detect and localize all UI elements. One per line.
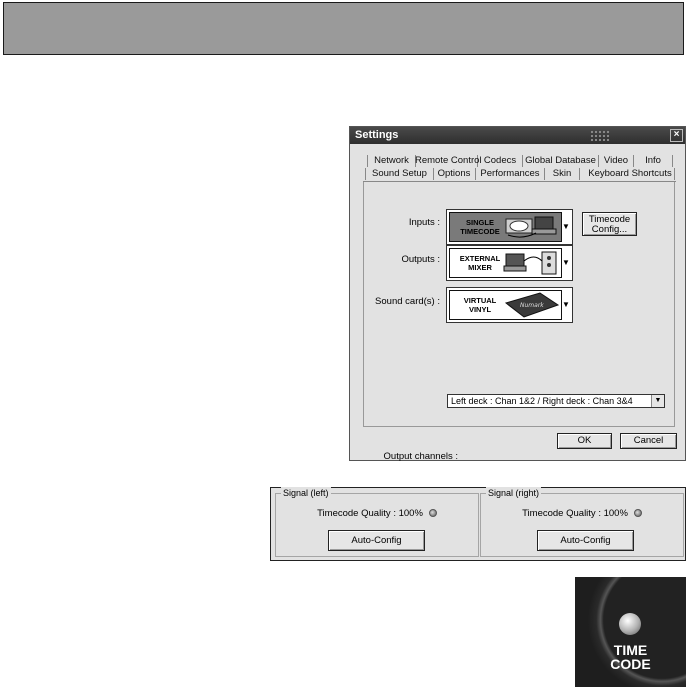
soundcard-label: Sound card(s) : <box>375 296 440 307</box>
signal-left-quality <box>276 508 478 519</box>
tab-video[interactable]: Video <box>599 155 634 167</box>
status-led-icon <box>429 509 437 517</box>
soundcard-combo[interactable] <box>446 287 573 323</box>
soundcard-image <box>449 290 562 320</box>
inputs-label: Inputs : <box>408 217 440 228</box>
timecode-quality-label: Timecode Quality : 100% <box>317 508 423 519</box>
badge-line1: TIME <box>613 642 648 658</box>
tab-remote-control[interactable]: Remote Control <box>415 155 482 166</box>
cancel-button[interactable]: Cancel <box>620 433 677 449</box>
outputs-combo[interactable] <box>446 245 573 281</box>
outputs-value: EXTERNAL MIXER <box>459 254 501 272</box>
signal-panel <box>270 487 686 561</box>
output-channels-value: Left deck : Chan 1&2 / Right deck : Chan 3&4 <box>451 396 633 406</box>
signal-right-title: Signal (right) <box>488 488 540 498</box>
inputs-combo[interactable] <box>446 209 573 245</box>
window-titlebar[interactable] <box>350 127 685 144</box>
signal-left-title: Signal (left) <box>283 488 329 498</box>
led-knob-icon <box>619 613 641 635</box>
chevron-down-icon[interactable]: ▼ <box>562 222 570 231</box>
titlebar-grip-icon <box>590 130 610 141</box>
signal-left-group <box>275 488 479 557</box>
outputs-label: Outputs : <box>401 254 440 265</box>
tab-codecs[interactable]: Codecs <box>478 155 523 167</box>
tab-performances[interactable]: Performances <box>476 168 545 180</box>
signal-right-quality <box>481 508 683 519</box>
soundcard-device-icon <box>502 291 562 319</box>
inputs-image <box>449 212 562 242</box>
timecode-config-button[interactable]: Timecode Config... <box>582 212 637 236</box>
header-banner <box>3 2 684 55</box>
auto-config-left-button[interactable]: Auto-Config <box>328 530 425 551</box>
chevron-down-icon[interactable]: ▼ <box>562 300 570 309</box>
soundcard-value: VIRTUAL VINYL <box>463 296 497 314</box>
mixer-laptop-icon <box>502 249 562 277</box>
tab-sound-setup[interactable]: Sound Setup <box>365 168 434 180</box>
tab-global-database[interactable]: Global Database <box>523 155 599 167</box>
auto-config-right-button[interactable]: Auto-Config <box>537 530 634 551</box>
output-channels-select[interactable] <box>447 394 665 408</box>
chevron-down-icon[interactable]: ▼ <box>562 258 570 267</box>
badge-line2: CODE <box>610 656 651 672</box>
settings-window <box>349 126 686 461</box>
device-brand: Numark <box>520 302 544 309</box>
tab-network[interactable]: Network <box>367 155 416 167</box>
output-channels-label: Output channels : <box>383 451 458 462</box>
timecode-badge-label <box>575 643 686 671</box>
tab-keyboard-shortcuts[interactable]: Keyboard Shortcuts <box>586 168 675 180</box>
turntable-laptop-icon <box>502 213 562 241</box>
tab-options[interactable]: Options <box>433 168 476 180</box>
outputs-image <box>449 248 562 278</box>
close-button[interactable]: × <box>670 129 683 142</box>
chevron-down-icon[interactable]: ▼ <box>651 395 664 407</box>
tab-info[interactable]: Info <box>634 155 673 167</box>
inputs-value: SINGLE TIMECODE <box>460 218 500 236</box>
window-title: Settings <box>355 129 399 141</box>
tab-skin[interactable]: Skin <box>545 168 580 180</box>
status-led-icon <box>634 509 642 517</box>
ok-button[interactable]: OK <box>557 433 612 449</box>
timecode-quality-label: Timecode Quality : 100% <box>522 508 628 519</box>
timecode-badge <box>575 577 686 687</box>
signal-right-group <box>480 488 684 557</box>
